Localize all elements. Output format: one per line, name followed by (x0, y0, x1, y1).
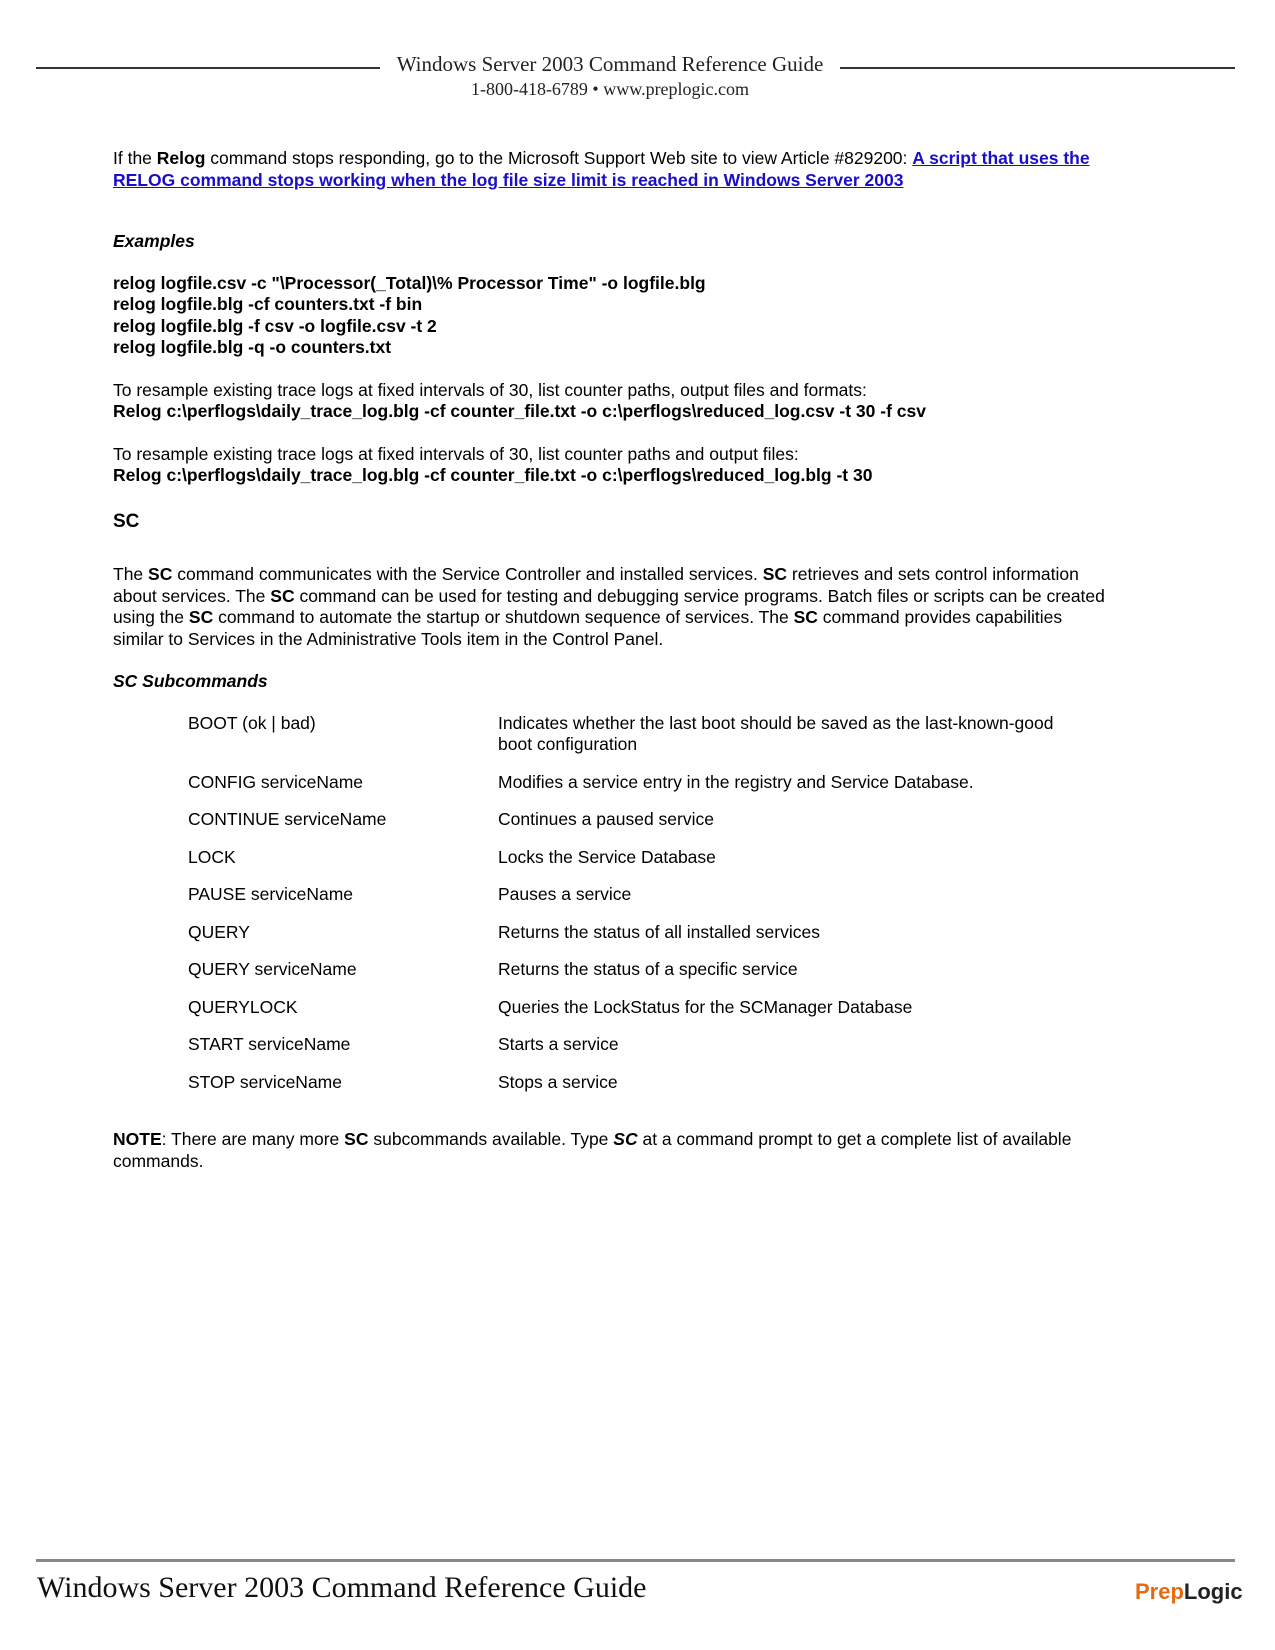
header-rule-right (840, 67, 1235, 69)
note-paragraph (113, 1129, 1113, 1172)
subcommand-description: Returns the status of a specific service (498, 959, 798, 979)
sc-keyword: SC (762, 564, 788, 584)
subcommand-description: Locks the Service Database (498, 846, 716, 867)
example-line: relog logfile.blg -q -o counters.txt (113, 337, 392, 357)
footer-title: Windows Server 2003 Command Reference Guide (37, 1571, 647, 1604)
subcommand-name: QUERY (188, 921, 250, 942)
subcommand-description: Continues a paused service (498, 809, 714, 829)
table-row (188, 884, 1058, 922)
subcommand-name: LOCK (188, 846, 236, 867)
sc-subcommands-table (188, 713, 1058, 1110)
sc-desc-text: The (113, 564, 149, 584)
subcommand-description: Queries the LockStatus for the SCManager Database (498, 996, 913, 1017)
table-row (188, 713, 1058, 772)
intro-text: command stops responding, go to the Microsoft Support Web site to view Article #829200: (205, 148, 913, 168)
note-text: subcommands available. Type (368, 1129, 614, 1149)
sc-desc-text: command to automate the startup or shutdown sequence of services. The (213, 607, 794, 627)
intro-text: If the (113, 148, 157, 168)
table-row (188, 997, 1058, 1035)
table-row (188, 1034, 1058, 1072)
sc-subcommands-heading: SC Subcommands (113, 671, 268, 691)
relog-intro-paragraph (113, 148, 1113, 191)
note-text: : There are many more (161, 1129, 345, 1149)
subcommand-name: STOP serviceName (188, 1071, 342, 1092)
resample1-command: Relog c:\perflogs\daily_trace_log.blg -cf counter_file.txt -o c:\perflogs\reduced_log.csv -t 30 -f csv (113, 401, 926, 421)
examples-heading: Examples (113, 231, 195, 251)
table-row (188, 959, 1058, 997)
header-contact: 1-800-418-6789 • www.preplogic.com (470, 79, 750, 99)
subcommand-description: Modifies a service entry in the registry and Service Database. (498, 771, 974, 792)
example-line: relog logfile.csv -c "\Processor(_Total)\% Processor Time" -o logfile.blg (113, 272, 706, 293)
resample2-command: Relog c:\perflogs\daily_trace_log.blg -cf counter_file.txt -o c:\perflogs\reduced_log.blg -t 30 (113, 465, 873, 485)
example-line: relog logfile.blg -cf counters.txt -f bin (113, 294, 423, 314)
header-title: Windows Server 2003 Command Reference Guide (396, 52, 824, 76)
resample2-description: To resample existing trace logs at fixed intervals of 30, list counter paths and output files: (113, 443, 799, 464)
subcommand-description: Returns the status of all installed services (498, 921, 820, 942)
preplogic-logo (1135, 1579, 1243, 1605)
logo-logic-text: Logic (1183, 1579, 1243, 1604)
note-text: at a command prompt to get a complete list of available commands. (113, 1129, 1072, 1171)
subcommand-name: CONTINUE serviceName (188, 809, 387, 829)
subcommand-name: PAUSE serviceName (188, 884, 354, 904)
example-line: relog logfile.blg -f csv -o logfile.csv -t 2 (113, 315, 437, 336)
subcommand-name: QUERY serviceName (188, 959, 357, 979)
sc-keyword: SC (188, 607, 214, 627)
subcommand-description: Starts a service (498, 1034, 619, 1054)
examples-code-block (113, 273, 1113, 359)
sc-desc-text: command provides capabilities similar to Services in the Administrative Tools item in the Control Panel. (113, 607, 1063, 649)
header-rule-left (36, 67, 380, 69)
subcommand-name: START serviceName (188, 1034, 351, 1054)
footer-rule (36, 1559, 1235, 1562)
subcommand-name: BOOT (ok | bad) (188, 712, 316, 733)
page-content (113, 148, 1113, 1172)
sc-keyword: SC (793, 607, 818, 627)
table-row (188, 1072, 1058, 1110)
table-row (188, 809, 1058, 847)
table-row (188, 922, 1058, 960)
subcommand-name: CONFIG serviceName (188, 771, 364, 792)
table-row (188, 772, 1058, 810)
table-row (188, 847, 1058, 885)
logo-prep-text: Prep (1135, 1579, 1184, 1604)
sc-keyword: SC (148, 564, 173, 584)
sc-keyword: SC (613, 1129, 638, 1149)
sc-desc-text: command can be used for testing and debugging service programs. Batch files or scripts can be created using the (113, 585, 1105, 627)
resample1-description: To resample existing trace logs at fixed intervals of 30, list counter paths, output files and formats: (113, 379, 867, 400)
kb-article-link[interactable]: A script that uses the RELOG command stops working when the log file size limit is reached in Windows Server 2003 (113, 148, 1090, 190)
sc-desc-text: command communicates with the Service Controller and installed services. (172, 564, 763, 584)
note-label: NOTE (113, 1129, 162, 1149)
sc-desc-text: retrieves and sets control information about services. The (113, 564, 1079, 606)
sc-description-paragraph (113, 564, 1113, 650)
subcommand-description: Indicates whether the last boot should be saved as the last-known-good boot configuration (498, 712, 1054, 754)
intro-relog-keyword: Relog (156, 148, 206, 168)
sc-section-heading: SC (113, 510, 140, 532)
sc-keyword: SC (270, 585, 295, 606)
subcommand-description: Pauses a service (498, 884, 632, 904)
subcommand-name: QUERYLOCK (188, 996, 298, 1017)
subcommand-description: Stops a service (498, 1071, 618, 1092)
sc-keyword: SC (344, 1129, 369, 1149)
